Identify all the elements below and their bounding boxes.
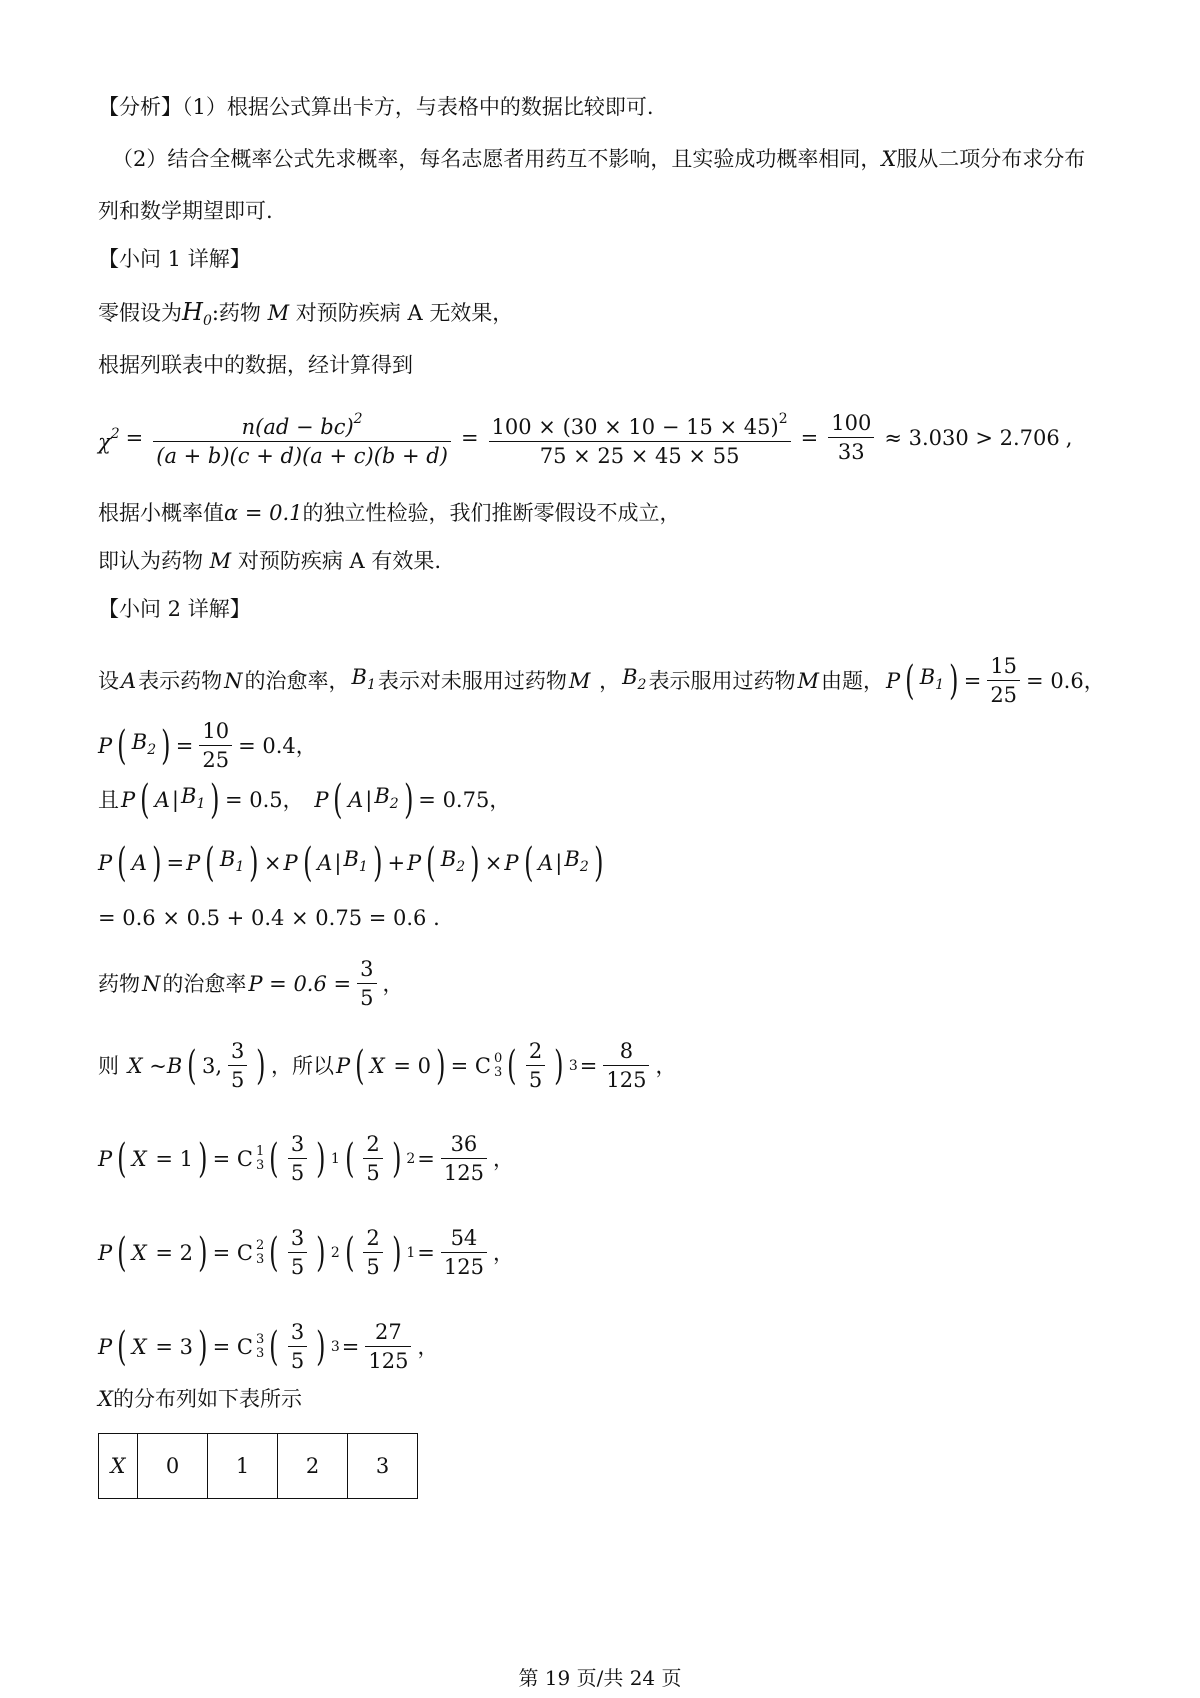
chi-square-equation: $\chi^2$ = $\frac{n(ad - bc)^2}{(a + b)(c + d)(a + c)(b + d)}$ = $\frac{100 \times (30 \times 10 - 15 \times 45)^2}{75 \times 25 \times 45 \times 55}$ = $\frac{100}{33}$ ≈ 3.030 > 2.706 ,: [98, 405, 1072, 470]
h0-symbol: $H_0$: [182, 298, 212, 329]
chi-result: ≈ 3.030 > 2.706: [884, 425, 1060, 450]
analysis-tag: 【分析】: [98, 95, 182, 119]
chi-substituted: $\frac{100 \times (30 \times 10 - 15 \times 45)^2}{75 \times 25 \times 45 \times 55}$: [489, 405, 791, 470]
pb2-equation: P ( $B_2$ ) = $\frac{10}{25}$ = 0.4，: [98, 719, 317, 772]
binomial-p3: P ( X = 3 ) = C 3 3 ( $\frac{3}{5}$ ) 3 = $\frac{27}{125}$ ，: [98, 1320, 439, 1373]
q2-definitions: 设 A 表示药物 N 的治愈率， $B_1$ 表示对未服用过药物 M ， $B_2$ 表示服用过药物 M 由题， P ( $B_1$ ) = $\frac{15}{25}$ = 0.6，: [98, 654, 1105, 707]
analysis-line-1: [98, 92, 654, 122]
null-hyp-pre: 零假设为: [98, 301, 182, 325]
q1-conclusion-2: 即认为药物 M 对预防疾病 A 有效果.: [98, 549, 442, 573]
analysis-p2b: 服从二项分布求分布: [896, 147, 1086, 171]
var-m: M: [260, 301, 296, 325]
table-cell: 2: [278, 1434, 348, 1499]
binomial-p1: P ( X = 1 ) = C 1 3 ( $\frac{3}{5}$ ) 1 ( $\frac{2}{5}$ ) 2 = $\frac{36}{125}$ ，: [98, 1132, 514, 1185]
chi-formula-num: n(ad − bc): [241, 415, 354, 439]
conditional-probabilities: 且 P ( A | $B_1$ ) = 0.5， P ( A | $B_2$ ) = 0.75，: [98, 777, 511, 823]
table-cell: 3: [348, 1434, 418, 1499]
distribution-intro: X的分布列如下表所示: [98, 1387, 302, 1411]
binomial-p0: 则 X ~B ( 3, $\frac{3}{5}$ ) ，所以 P ( X = 0 ) = C 0 3 ( $\frac{2}{5}$ ) 3 = $\frac{8}{125}$ ，: [98, 1039, 677, 1092]
analysis-line-3: 列和数学期望即可.: [98, 199, 273, 223]
table-cell: 0: [138, 1434, 208, 1499]
q1-conclusion-1: 根据小概率值α = 0.1的独立性检验，我们推断零假设不成立，: [98, 501, 681, 525]
total-probability-result: = 0.6 × 0.5 + 0.4 × 0.75 = 0.6 .: [98, 906, 440, 930]
chi-num: 100 × (30 × 10 − 15 × 45): [491, 415, 779, 439]
chi-formula-den: (a + b)(c + d)(a + c)(b + d): [156, 444, 448, 468]
analysis-p1: （1）根据公式算出卡方，与表格中的数据比较即可.: [182, 95, 654, 119]
null-hyp-tail: 对预防疾病 A 无效果，: [295, 301, 514, 325]
distribution-table: [98, 1433, 418, 1499]
q1-heading: 【小问 1 详解】: [98, 247, 251, 271]
q2-heading: 【小问 2 详解】: [98, 597, 251, 621]
var-x: X: [881, 147, 897, 171]
table-cell: 1: [208, 1434, 278, 1499]
analysis-p2a: （2）结合全概率公式先求概率，每名志愿者用药互不影响，且实验成功概率相同，: [112, 147, 882, 171]
binomial-p2: P ( X = 2 ) = C 2 3 ( $\frac{3}{5}$ ) 2 ( $\frac{2}{5}$ ) 1 = $\frac{54}{125}$ ，: [98, 1226, 514, 1279]
analysis-line-2: [112, 144, 1085, 174]
table-row: [99, 1434, 418, 1499]
null-hyp-post: :药物: [211, 301, 261, 325]
total-probability-formula: P ( A ) = P ( $B_1$ ) × P ( A | $B_1$ ) + P ( $B_2$ ) × P ( A | $B_2$ ): [98, 840, 604, 886]
chi-symbol: $\chi^2$: [98, 425, 120, 454]
q1-calc-intro: 根据列联表中的数据，经计算得到: [98, 353, 413, 377]
q1-null-hypothesis: [98, 297, 513, 336]
chi-den: 75 × 25 × 45 × 55: [539, 444, 740, 468]
alpha-value: α = 0.1: [224, 501, 303, 525]
chi-fraction: $\frac{100}{33}$: [828, 409, 874, 466]
table-header-x: X: [99, 1434, 138, 1499]
cure-rate: 药物 N 的治愈率 P = 0.6 = $\frac{3}{5}$ ，: [98, 957, 404, 1010]
page-footer: 第 19 页/共 24 页: [518, 1666, 682, 1690]
chi-formula: $\frac{n(ad - bc)^2}{(a + b)(c + d)(a + c)(b + d)}$: [153, 405, 451, 470]
